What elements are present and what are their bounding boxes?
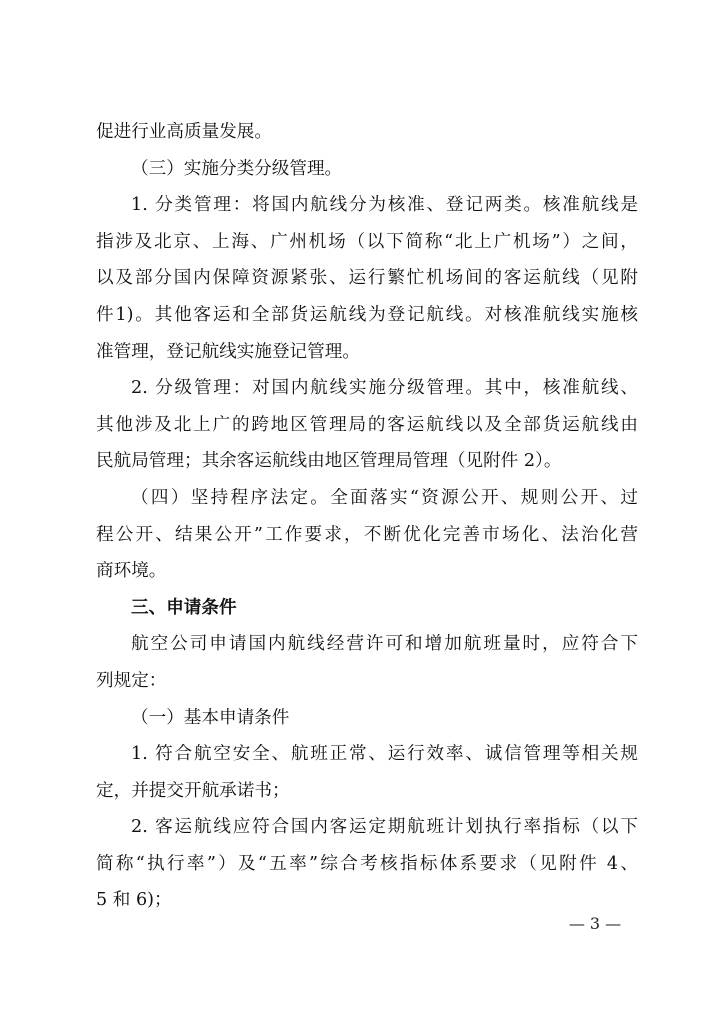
- paragraph-line: 2. 客运航线应符合国内客运定期航班计划执行率指标（以下: [131, 817, 638, 838]
- paragraph-line: 定，并提交开航承诺书；: [96, 780, 290, 801]
- paragraph-line: 准管理，登记航线实施登记管理。: [96, 341, 360, 362]
- paragraph-line: 以及部分国内保障资源紧张、运行繁忙机场间的客运航线（见附: [96, 268, 638, 289]
- paragraph-line: 简称“执行率”）及“五率”综合考核指标体系要求（见附件 4、: [96, 853, 638, 874]
- paragraph-line: 商环境。: [96, 561, 167, 582]
- paragraph-line: 其他涉及北上广的跨地区管理局的客运航线以及全部货运航线由: [96, 414, 638, 435]
- subsection-heading: （一）基本申请条件: [131, 707, 290, 728]
- section-heading-3: （三）实施分类分级管理。: [131, 158, 343, 179]
- paragraph-line: 民航局管理；其余客运航线由地区管理局管理（见附件 2）。: [96, 451, 562, 472]
- paragraph-line: 1. 符合航空安全、航班正常、运行效率、诚信管理等相关规: [131, 744, 638, 765]
- paragraph-line: 航空公司申请国内航线经营许可和增加航班量时，应符合下: [131, 634, 638, 655]
- paragraph-line: 列规定：: [96, 670, 167, 691]
- document-body: [96, 114, 638, 919]
- paragraph-line: 程公开、结果公开”工作要求，不断优化完善市场化、法治化营: [96, 524, 638, 545]
- page-number: — 3 —: [568, 914, 622, 933]
- paragraph-line: 指涉及北京、上海、广州机场（以下简称“北上广机场”）之间，: [96, 231, 638, 252]
- paragraph-line: 1. 分类管理：将国内航线分为核准、登记两类。核准航线是: [131, 195, 638, 216]
- paragraph-line: 5 和 6)；: [96, 890, 172, 911]
- paragraph-line: 促进行业高质量发展。: [96, 122, 272, 142]
- section-heading-4: （四）坚持程序法定。全面落实“资源公开、规则公开、过: [131, 487, 638, 508]
- chapter-heading: 三、申请条件: [131, 597, 237, 618]
- paragraph-line: 2. 分级管理：对国内航线实施分级管理。其中，核准航线、: [131, 378, 638, 399]
- paragraph-line: 件1)。其他客运和全部货运航线为登记航线。对核准航线实施核: [96, 304, 638, 325]
